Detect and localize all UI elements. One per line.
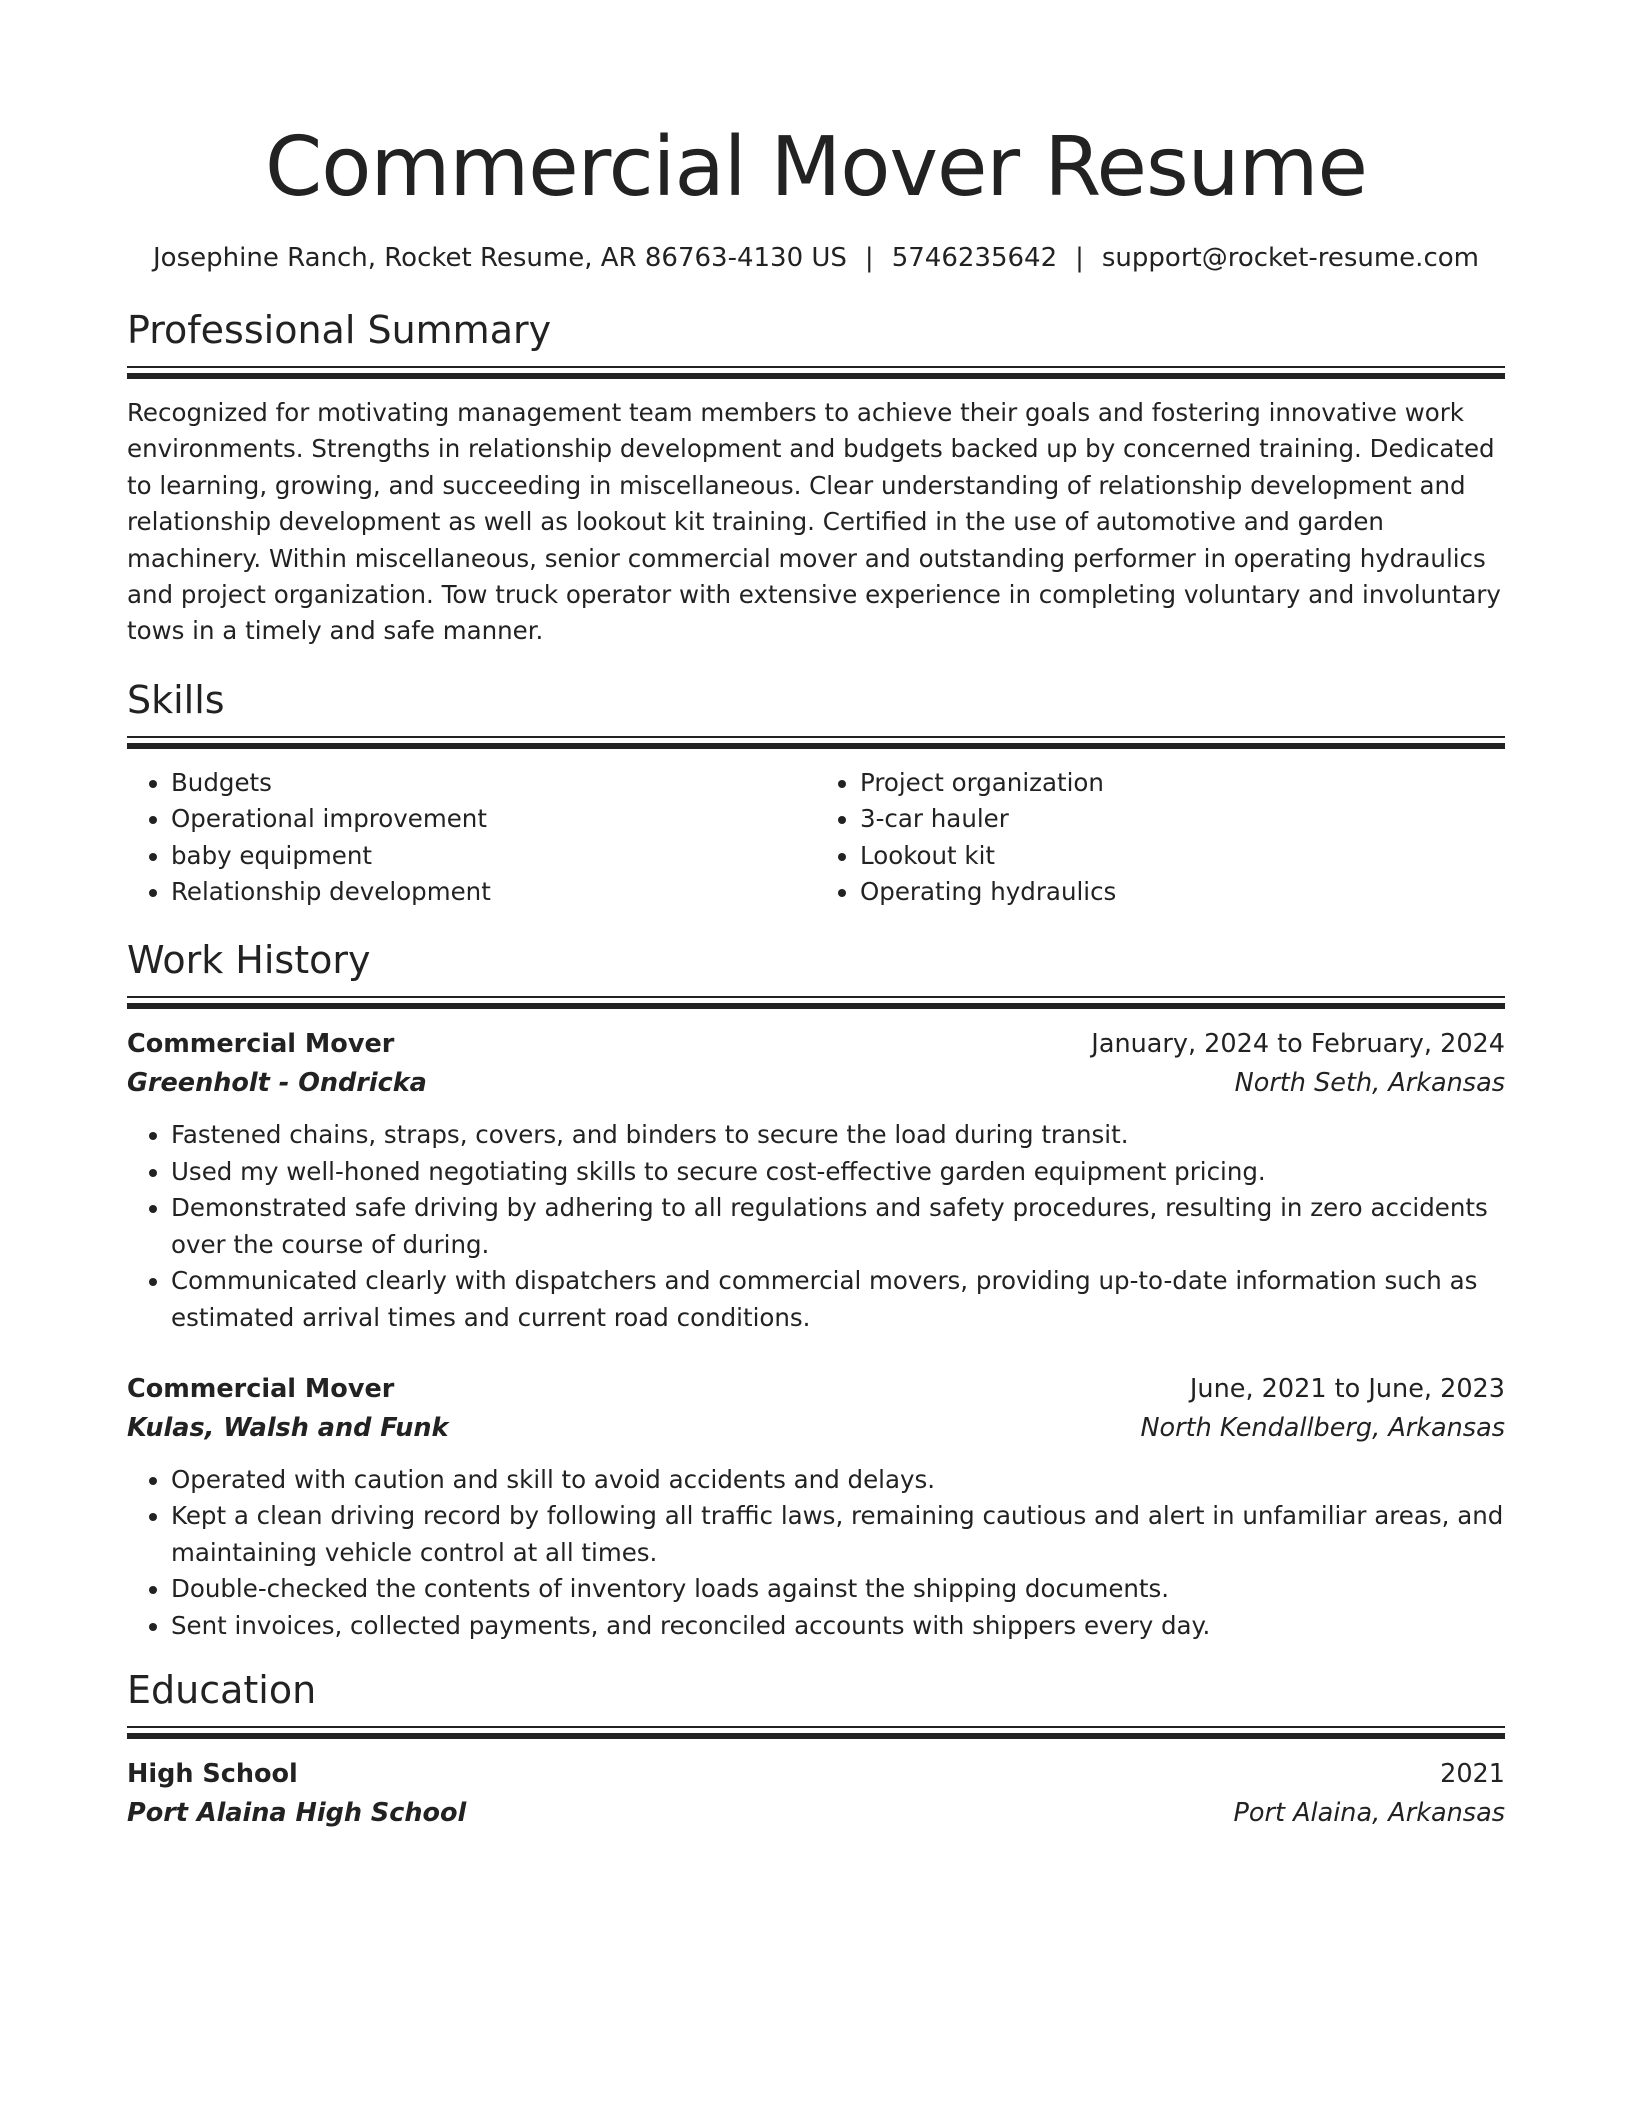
summary-text: Recognized for motivating management team members to achieve their goals and fostering innovative work environments. Strengths in relationship development and budgets backed up by concerned training. Dedicated to learning, growing, and succeeding in miscellaneous. Clear understanding of relationship development and relationship development as well as lookout kit training. Certified in the use of automotive and garden machinery. Within miscellaneous, senior commercial mover and outstanding performer in operating hydraulics and project organization. Tow truck operator with extensive experience in completing voluntary and involuntary tows in a timely and safe manner.	[127, 398, 1501, 646]
skill-item: • Budgets	[171, 765, 816, 801]
contact-phone: 5746235642	[891, 243, 1058, 273]
education-heading: Education	[127, 1667, 317, 1712]
education-degree: High School	[127, 1758, 298, 1789]
job-company: Greenholt - Ondricka	[127, 1068, 427, 1099]
skills-list	[127, 765, 1505, 911]
skills-section-header	[127, 678, 1505, 749]
job-company-row	[127, 1409, 1505, 1448]
resume-title: Commercial Mover Resume	[265, 120, 1367, 215]
job-dates: January, 2024 to February, 2024	[1091, 1029, 1505, 1060]
job-bullet: • Double-checked the contents of inventory loads against the shipping documents.	[171, 1571, 1505, 1607]
skill-item: • 3-car hauler	[860, 801, 1505, 837]
job-bullet: • Communicated clearly with dispatchers and commercial movers, providing up-to-date information such as estimated arrival times and current road conditions.	[171, 1263, 1505, 1336]
job-bullet: • Operated with caution and skill to avoid accidents and delays.	[171, 1462, 1505, 1498]
contact-email: support@rocket-resume.com	[1101, 243, 1479, 273]
skill-item: • Operating hydraulics	[860, 874, 1505, 910]
contact-address: Josephine Ranch, Rocket Resume, AR 86763-4130 US	[153, 243, 847, 273]
job-location: North Kendallberg, Arkansas	[1140, 1412, 1505, 1443]
education-school: Port Alaina High School	[127, 1797, 467, 1828]
education-degree-row	[127, 1755, 1505, 1794]
skill-item: • Lookout kit	[860, 838, 1505, 874]
job-bullet: • Kept a clean driving record by following all traffic laws, remaining cautious and alert in unfamiliar areas, and maintaining vehicle control at all times.	[171, 1498, 1505, 1571]
skill-item: • baby equipment	[171, 838, 816, 874]
job-bullet: • Demonstrated safe driving by adhering to all regulations and safety procedures, resulting in zero accidents over the course of during.	[171, 1190, 1505, 1263]
skills-column-left	[127, 765, 816, 911]
education-entry	[127, 1755, 1505, 1833]
skills-column-right	[816, 765, 1505, 911]
education-section-header	[127, 1668, 1505, 1739]
section-divider	[127, 1726, 1505, 1739]
section-divider	[127, 996, 1505, 1009]
section-divider	[127, 366, 1505, 379]
job-bullets	[127, 1462, 1505, 1644]
education-year: 2021	[1440, 1758, 1505, 1789]
job-company-row	[127, 1064, 1505, 1103]
job-title: Commercial Mover	[127, 1373, 395, 1404]
job-dates: June, 2021 to June, 2023	[1189, 1373, 1505, 1404]
job-entry	[127, 1370, 1505, 1644]
job-bullets	[127, 1117, 1505, 1335]
job-bullet: • Fastened chains, straps, covers, and binders to secure the load during transit.	[171, 1117, 1505, 1153]
contact-separator: |	[1075, 243, 1084, 273]
job-bullet: • Sent invoices, collected payments, and reconciled accounts with shippers every day.	[171, 1608, 1505, 1644]
skill-item: • Operational improvement	[171, 801, 816, 837]
job-bullet: • Used my well-honed negotiating skills to secure cost-effective garden equipment pricing.	[171, 1154, 1505, 1190]
skills-heading: Skills	[127, 677, 225, 722]
job-entry	[127, 1025, 1505, 1335]
job-title-row	[127, 1025, 1505, 1064]
job-location: North Seth, Arkansas	[1234, 1068, 1505, 1099]
job-company: Kulas, Walsh and Funk	[127, 1412, 449, 1443]
work-section-header	[127, 938, 1505, 1009]
job-title: Commercial Mover	[127, 1029, 395, 1060]
section-divider	[127, 736, 1505, 749]
contact-separator: |	[864, 243, 874, 273]
skill-item: • Project organization	[860, 765, 1505, 801]
education-school-row	[127, 1794, 1505, 1833]
summary-heading: Professional Summary	[127, 308, 552, 352]
work-heading: Work History	[127, 938, 371, 983]
job-title-row	[127, 1370, 1505, 1409]
contact-line	[127, 242, 1505, 274]
education-location: Port Alaina, Arkansas	[1233, 1797, 1505, 1828]
skill-item: • Relationship development	[171, 874, 816, 910]
summary-section-header	[127, 308, 1505, 379]
